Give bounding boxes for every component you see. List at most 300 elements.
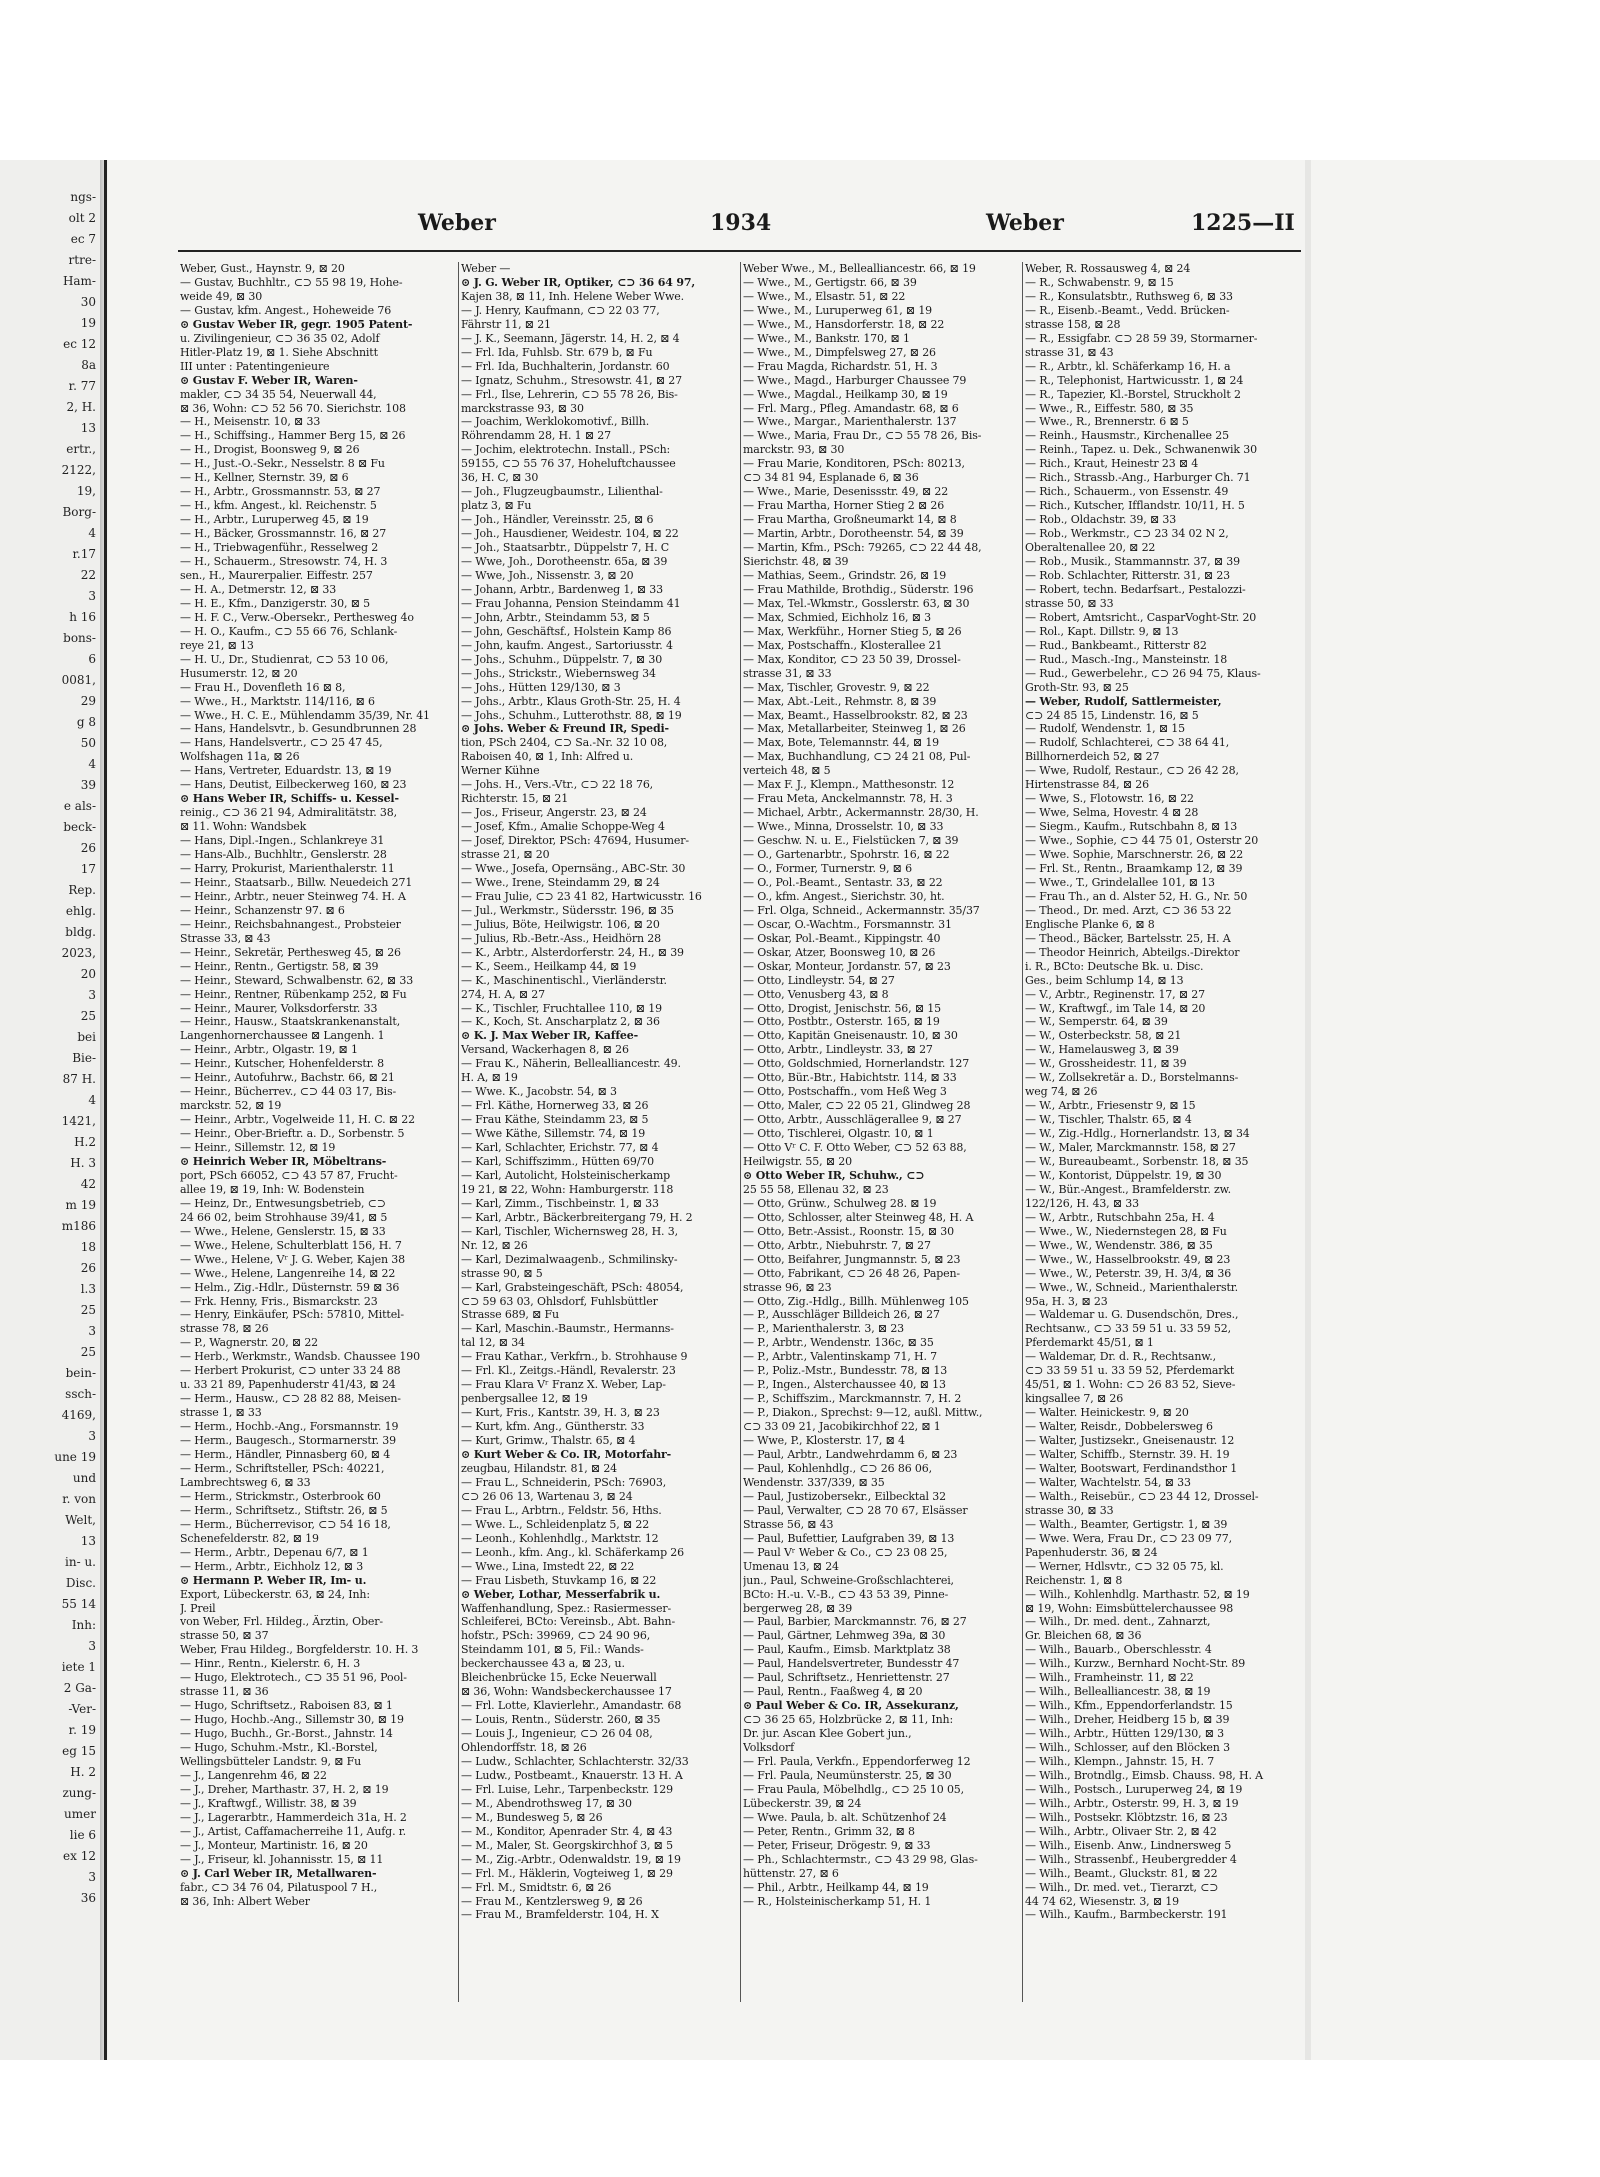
directory-entry: — Wwe., Maria, Frau Dr., ⊂⊃ 55 78 26, Bis- xyxy=(743,429,982,443)
directory-entry: — Otto, Arbtr., Ausschlägerallee 9, ⊠ 27 xyxy=(743,1113,962,1127)
previous-page-text-fragment: 0081, xyxy=(61,673,96,687)
directory-entry: — John, kaufm. Angest., Sartoriusstr. 4 xyxy=(461,638,673,652)
directory-entry: Umenau 13, ⊠ 24 xyxy=(743,1559,839,1573)
directory-entry: — Otto Vʳ C. F. Otto Weber, ⊂⊃ 52 63 88, xyxy=(743,1141,967,1155)
previous-page-text-fragment: zung- xyxy=(62,1786,96,1800)
directory-entry: reye 21, ⊠ 13 xyxy=(180,638,254,652)
directory-entry: — Karl, Zimm., Tischbeinstr. 1, ⊠ 33 xyxy=(461,1196,659,1210)
directory-entry: — Wilh., Kurzw., Bernhard Nocht-Str. 89 xyxy=(1025,1657,1246,1671)
directory-entry: strasse 21, ⊠ 20 xyxy=(461,848,550,862)
directory-entry: — H., Bäcker, Grossmannstr. 16, ⊠ 27 xyxy=(180,527,387,541)
directory-entry: von Weber, Frl. Hildeg., Ärztin, Ober- xyxy=(180,1615,383,1629)
directory-entry: — W., Tischler, Thalstr. 65, ⊠ 4 xyxy=(1025,1113,1192,1127)
previous-page-text-fragment: 8a xyxy=(81,358,96,372)
directory-entry: — Siegm., Kaufm., Rutschbahn 8, ⊠ 13 xyxy=(1025,820,1238,834)
directory-entry: — M., Maler, St. Georgskirchhof 3, ⊠ 5 xyxy=(461,1838,673,1852)
directory-entry: — Johs., Schuhm., Lutterothstr. 88, ⊠ 19 xyxy=(461,708,682,722)
previous-page-text-fragment: 4 xyxy=(88,526,96,540)
directory-entry: — Wwe., Sophie, ⊂⊃ 44 75 01, Osterstr 20 xyxy=(1025,834,1259,848)
directory-entry: ⊙ Kurt Weber & Co. IR, Motorfahr- xyxy=(461,1448,672,1462)
running-head-right: Weber xyxy=(986,210,1064,236)
directory-entry: — Wwe., Marie, Desenissstr. 49, ⊠ 22 xyxy=(743,485,949,499)
page-right-edge xyxy=(1305,160,1311,2060)
directory-entry: — John, Geschäftsf., Holstein Kamp 86 xyxy=(461,624,672,638)
directory-entry: — Wwe., W., Hasselbrookstr. 49, ⊠ 23 xyxy=(1025,1252,1231,1266)
directory-entry: Rechtsanw., ⊂⊃ 33 59 51 u. 33 59 52, xyxy=(1025,1322,1231,1336)
directory-entry: — J. K., Seemann, Jägerstr. 14, H. 2, ⊠ 4 xyxy=(461,331,680,345)
directory-entry: — Johs., Arbtr., Klaus Groth-Str. 25, H. 4 xyxy=(461,694,681,708)
directory-entry: Waffenhandlung, Spez.: Rasiermesser- xyxy=(461,1601,672,1615)
directory-entry: — Frau L., Schneiderin, PSch: 76903, xyxy=(461,1475,667,1489)
directory-entry: Ges., beim Schlump 14, ⊠ 13 xyxy=(1025,973,1184,987)
directory-entry: ⊠ 36, Inh: Albert Weber xyxy=(180,1894,310,1908)
directory-entry: allee 19, ⊠ 19, Inh: W. Bodenstein xyxy=(180,1182,365,1196)
directory-column-3 xyxy=(743,262,1019,2012)
directory-entry: — Hugo, Schriftsetz., Raboisen 83, ⊠ 1 xyxy=(180,1699,393,1713)
directory-entry: J. Preil xyxy=(180,1601,216,1615)
directory-entry: — Frl. M., Häklerin, Vogteiweg 1, ⊠ 29 xyxy=(461,1866,673,1880)
directory-entry: — Oskar, Atzer, Boonsweg 10, ⊠ 26 xyxy=(743,945,936,959)
directory-entry: — Karl, Autolicht, Holsteinischerkamp xyxy=(461,1168,671,1182)
directory-entry: — Ph., Schlachtermstr., ⊂⊃ 43 29 98, Glas- xyxy=(743,1852,978,1866)
directory-entry: — Wwe., W., Schneid., Marienthalerstr. xyxy=(1025,1280,1238,1294)
directory-entry: — Rich., Schauerm., von Essenstr. 49 xyxy=(1025,485,1229,499)
directory-entry: ⊙ Weber, Lothar, Messerfabrik u. xyxy=(461,1587,661,1601)
previous-page-text-fragment: h 16 xyxy=(69,610,96,624)
directory-entry: — Walter, Bootswart, Ferdinandsthor 1 xyxy=(1025,1461,1238,1475)
column-divider xyxy=(1022,262,1023,2002)
directory-entry: — Hugo, Hochb.-Ang., Sillemstr 30, ⊠ 19 xyxy=(180,1713,404,1727)
directory-entry: — Wwe., R., Eiffestr. 580, ⊠ 35 xyxy=(1025,401,1194,415)
previous-page-text-fragment: 25 xyxy=(80,1303,96,1317)
directory-entry: — Otto, Venusberg 43, ⊠ 8 xyxy=(743,987,889,1001)
directory-entry: — Wwe., Helene, Genslerstr. 15, ⊠ 33 xyxy=(180,1224,386,1238)
directory-entry: — J., Friseur, kl. Johannisstr. 15, ⊠ 11 xyxy=(180,1852,384,1866)
directory-entry: — Frau L., Arbtrn., Feldstr. 56, Hths. xyxy=(461,1503,662,1517)
directory-entry: — W., Maler, Marckmannstr. 158, ⊠ 27 xyxy=(1025,1141,1236,1155)
directory-entry: strasse 78, ⊠ 26 xyxy=(180,1322,269,1336)
directory-entry: — Wilh., Kohlenhdlg. Marthastr. 52, ⊠ 19 xyxy=(1025,1587,1250,1601)
previous-page-text-fragment: H. 2 xyxy=(70,1765,96,1779)
previous-page-text-fragment: 3 xyxy=(88,1324,96,1338)
directory-entry: — V., Arbtr., Reginenstr. 17, ⊠ 27 xyxy=(1025,987,1205,1001)
directory-entry: — Wwe., M., Luruperweg 61, ⊠ 19 xyxy=(743,303,933,317)
directory-entry: — Herm., Strickmstr., Osterbrook 60 xyxy=(180,1489,381,1503)
directory-entry: — Frl. Lotte, Klavierlehr., Amandastr. 68 xyxy=(461,1699,682,1713)
directory-entry: ⊂⊃ 36 25 65, Holzbrücke 2, ⊠ 11, Inh: xyxy=(743,1713,954,1727)
previous-page-text-fragment: ec 7 xyxy=(70,232,96,246)
directory-entry: ⊙ J. G. Weber IR, Optiker, ⊂⊃ 36 64 97, xyxy=(461,275,696,289)
directory-entry: — P., Ausschläger Billdeich 26, ⊠ 27 xyxy=(743,1308,940,1322)
previous-page-text-fragment: bein- xyxy=(65,1366,96,1380)
directory-entry: — Wwe, Joh., Nissenstr. 3, ⊠ 20 xyxy=(461,568,634,582)
directory-entry: — Wwe., Magd., Harburger Chaussee 79 xyxy=(743,373,967,387)
previous-page-text-fragment: 29 xyxy=(80,694,96,708)
directory-entry: — Max, Tischler, Grovestr. 9, ⊠ 22 xyxy=(743,680,930,694)
directory-entry: — Wwe. Paula, b. alt. Schützenhof 24 xyxy=(743,1810,947,1824)
directory-entry: Weber — xyxy=(461,262,511,275)
directory-entry: Billhornerdeich 52, ⊠ 27 xyxy=(1025,750,1160,764)
directory-entry: 25 55 58, Ellenau 32, ⊠ 23 xyxy=(743,1182,889,1196)
directory-entry: — Wwe., Margar., Marienthalerstr. 137 xyxy=(743,415,957,429)
directory-entry: strasse 31, ⊠ 33 xyxy=(743,666,832,680)
directory-entry: — Frl. Kl., Zeitgs.-Händl, Revalerstr. 23 xyxy=(461,1364,676,1378)
directory-entry: — Otto, Lindleystr. 54, ⊠ 27 xyxy=(743,973,895,987)
directory-entry: Papenhuderstr. 36, ⊠ 24 xyxy=(1025,1545,1158,1559)
directory-entry: — Rudolf, Schlachterei, ⊂⊃ 38 64 41, xyxy=(1025,736,1230,750)
header-rule xyxy=(178,250,1301,252)
previous-page-text-fragment: r. 77 xyxy=(68,379,96,393)
directory-entry: — M., Bundesweg 5, ⊠ 26 xyxy=(461,1810,603,1824)
directory-entry: Sierichstr. 48, ⊠ 39 xyxy=(743,555,849,569)
directory-entry: — K., Seem., Heilkamp 44, ⊠ 19 xyxy=(461,959,637,973)
directory-entry: — H. U., Dr., Studienrat, ⊂⊃ 53 10 06, xyxy=(180,652,389,666)
directory-entry: — Wilh., Arbtr., Olivaer Str. 2, ⊠ 42 xyxy=(1025,1824,1217,1838)
directory-entry: jun., Paul, Schweine-Großschlachterei, xyxy=(743,1573,954,1587)
directory-entry: ⊙ Hans Weber IR, Schiffs- u. Kessel- xyxy=(180,792,399,806)
directory-entry: — Frl. Luise, Lehr., Tarpenbeckstr. 129 xyxy=(461,1782,673,1796)
directory-entry: i. R., BCto: Deutsche Bk. u. Disc. xyxy=(1025,959,1204,973)
directory-entry: — J. Henry, Kaufmann, ⊂⊃ 22 03 77, xyxy=(461,303,660,317)
directory-entry: — Phil., Arbtr., Heilkamp 44, ⊠ 19 xyxy=(743,1880,929,1894)
directory-entry: Werner Kühne xyxy=(461,764,540,778)
directory-entry: ⊙ Otto Weber IR, Schuhw., ⊂⊃ xyxy=(743,1168,925,1182)
directory-entry: u. Zivilingenieur, ⊂⊃ 36 35 02, Adolf xyxy=(180,331,380,345)
directory-entry: — Rob., Musik., Stammannstr. 37, ⊠ 39 xyxy=(1025,555,1240,569)
directory-entry: — Karl, Dezimalwaagenb., Schmilinsky- xyxy=(461,1252,678,1266)
directory-entry: — Paul, Verwalter, ⊂⊃ 28 70 67, Elsässer xyxy=(743,1503,968,1517)
directory-entry: — Paul, Rentn., Faaßweg 4, ⊠ 20 xyxy=(743,1685,923,1699)
directory-entry: — Frl. M., Smidtstr. 6, ⊠ 26 xyxy=(461,1880,612,1894)
directory-entry: — Frl. Ida, Fuhlsb. Str. 679 b, ⊠ Fu xyxy=(461,345,653,359)
directory-entry: Strasse 56, ⊠ 43 xyxy=(743,1517,834,1531)
directory-entry: — Frau Johanna, Pension Steindamm 41 xyxy=(461,596,681,610)
directory-entry: — M., Abendrothsweg 17, ⊠ 30 xyxy=(461,1796,632,1810)
directory-entry: — Paul, Gärtner, Lehmweg 39a, ⊠ 30 xyxy=(743,1629,946,1643)
directory-entry: — Heinr., Arbtr., Olgastr. 19, ⊠ 1 xyxy=(180,1043,358,1057)
directory-entry: — Heinr., Hausw., Staatskrankenanstalt, xyxy=(180,1015,401,1029)
directory-entry: — Theodor Heinrich, Abteilgs.-Direktor xyxy=(1025,945,1240,959)
directory-entry: Steindamm 101, ⊠ 5, Fil.: Wands- xyxy=(461,1643,644,1657)
directory-entry: — Wilh., Arbtr., Osterstr. 99, H. 3, ⊠ 19 xyxy=(1025,1796,1239,1810)
directory-entry: — Heinr., Kutscher, Hohenfelderstr. 8 xyxy=(180,1057,385,1071)
directory-entry: Englische Planke 6, ⊠ 8 xyxy=(1025,917,1155,931)
previous-page-edge xyxy=(0,160,100,2060)
directory-entry: — Otto, Postbtr., Osterstr. 165, ⊠ 19 xyxy=(743,1015,940,1029)
directory-entry: — Herb., Werkmstr., Wandsb. Chaussee 190 xyxy=(180,1350,420,1364)
directory-entry: — Jos., Friseur, Angerstr. 23, ⊠ 24 xyxy=(461,806,647,820)
directory-entry: — Oskar, Monteur, Jordanstr. 57, ⊠ 23 xyxy=(743,959,951,973)
directory-entry: marckstr. 93, ⊠ 30 xyxy=(743,443,845,457)
directory-entry: — W., Bureaubeamt., Sorbenstr. 18, ⊠ 35 xyxy=(1025,1155,1249,1168)
directory-entry: — Frau Lisbeth, Stuvkamp 16, ⊠ 22 xyxy=(461,1573,657,1587)
directory-entry: — Max, Konditor, ⊂⊃ 23 50 39, Drossel- xyxy=(743,652,961,666)
directory-entry: — Julius, Rb.-Betr.-Ass., Heidhörn 28 xyxy=(461,931,661,945)
directory-entry: bergerweg 28, ⊠ 39 xyxy=(743,1601,853,1615)
directory-entry: — Herm., Hausw., ⊂⊃ 28 82 88, Meisen- xyxy=(180,1392,401,1406)
directory-entry: — Hans, Vertreter, Eduardstr. 13, ⊠ 19 xyxy=(180,764,392,778)
directory-entry: — H., kfm. Angest., kl. Reichenstr. 5 xyxy=(180,499,377,513)
directory-entry: Hirtenstrasse 84, ⊠ 26 xyxy=(1025,778,1149,792)
directory-entry: — Max, Tel.-Wkmstr., Gosslerstr. 63, ⊠ 30 xyxy=(743,596,970,610)
directory-entry: — Frl., Ilse, Lehrerin, ⊂⊃ 55 78 26, Bis- xyxy=(461,387,678,401)
directory-entry: — Peter, Friseur, Drögestr. 9, ⊠ 33 xyxy=(743,1838,931,1852)
directory-entry: — Heinr., Schanzenstr 97. ⊠ 6 xyxy=(180,903,345,917)
directory-entry: reinig., ⊂⊃ 36 21 94, Admiralitätstr. 38, xyxy=(180,806,397,820)
previous-page-text-fragment: 4169, xyxy=(61,1408,96,1422)
previous-page-text-fragment: 2023, xyxy=(61,946,96,960)
directory-entry: — R., Tapezier, Kl.-Borstel, Struckholt 2 xyxy=(1025,387,1241,401)
directory-entry: — Robert, techn. Bedarfsart., Pestalozzi- xyxy=(1025,582,1246,596)
directory-entry: ⊙ K. J. Max Weber IR, Kaffee- xyxy=(461,1029,639,1043)
directory-entry: — Oskar, Pol.-Beamt., Kippingstr. 40 xyxy=(743,931,941,945)
directory-entry: Hitler-Platz 19, ⊠ 1. Siehe Abschnitt xyxy=(180,345,378,359)
directory-entry: — Wwe., M., Gertigstr. 66, ⊠ 39 xyxy=(743,275,917,289)
directory-entry: strasse 50, ⊠ 33 xyxy=(1025,596,1114,610)
previous-page-text-fragment: bei xyxy=(77,1030,96,1044)
directory-entry: — Oscar, O.-Wachtm., Forsmannstr. 31 xyxy=(743,917,952,931)
directory-entry: Strasse 689, ⊠ Fu xyxy=(461,1308,559,1322)
previous-page-text-fragment: in- u. xyxy=(65,1555,96,1569)
previous-page-text-fragment: ec 12 xyxy=(63,337,96,351)
directory-entry: 19 21, ⊠ 22, Wohn: Hamburgerstr. 118 xyxy=(461,1182,674,1196)
directory-entry: — Frau Käthe, Steindamm 23, ⊠ 5 xyxy=(461,1113,649,1127)
directory-entry: Bleichenbrücke 15, Ecke Neuerwall xyxy=(461,1671,657,1685)
directory-entry: — Frau Klara Vʳ Franz X. Weber, Lap- xyxy=(461,1378,666,1392)
directory-entry: — Wilh., Arbtr., Hütten 129/130, ⊠ 3 xyxy=(1025,1727,1225,1741)
directory-entry: Export, Lübeckerstr. 63, ⊠ 24, Inh: xyxy=(180,1587,370,1601)
directory-entry: — Heinr., Arbtr., Vogelweide 11, H. C. ⊠ 22 xyxy=(180,1113,415,1127)
directory-entry: — Kurt, Grimw., Thalstr. 65, ⊠ 4 xyxy=(461,1434,636,1448)
directory-entry: — Otto, Schlosser, alter Steinweg 48, H. A xyxy=(743,1210,974,1224)
directory-entry: — Otto, Kapitän Gneisenaustr. 10, ⊠ 30 xyxy=(743,1029,958,1043)
previous-page-text-fragment: 42 xyxy=(80,1177,96,1191)
directory-entry: — W., Arbtr., Rutschbahn 25a, H. 4 xyxy=(1025,1210,1215,1224)
directory-entry: — Hans, Deutist, Eilbeckerweg 160, ⊠ 23 xyxy=(180,778,407,792)
directory-entry: — Reinh., Hausmstr., Kirchenallee 25 xyxy=(1025,429,1229,443)
directory-entry: tion, PSch 2404, ⊂⊃ Sa.-Nr. 32 10 08, xyxy=(461,736,668,750)
directory-entry: Volksdorf xyxy=(743,1741,795,1755)
previous-page-text-fragment: r. von xyxy=(62,1492,96,1506)
directory-entry: — Wwe., M., Bankstr. 170, ⊠ 1 xyxy=(743,331,910,345)
directory-entry: 274, H. A, ⊠ 27 xyxy=(461,987,545,1001)
directory-entry: — Otto, Drogist, Jenischstr. 56, ⊠ 15 xyxy=(743,1001,941,1015)
directory-entry: — J., Monteur, Martinistr. 16, ⊠ 20 xyxy=(180,1838,368,1852)
previous-page-text-fragment: 13 xyxy=(80,1534,96,1548)
previous-page-text-fragment: -Ver- xyxy=(68,1702,96,1716)
directory-entry: — Peter, Rentn., Grimm 32, ⊠ 8 xyxy=(743,1824,915,1838)
previous-page-text-fragment: 19 xyxy=(80,316,96,330)
previous-page-text-fragment: 6 xyxy=(88,652,96,666)
directory-entry: — Frl. Marg., Pfleg. Amandastr. 68, ⊠ 6 xyxy=(743,401,959,415)
directory-entry: — Herm., Schriftsetz., Stiftstr. 26, ⊠ 5 xyxy=(180,1503,388,1517)
directory-entry: strasse 96, ⊠ 23 xyxy=(743,1280,832,1294)
directory-entry: — J., Dreher, Marthastr. 37, H. 2, ⊠ 19 xyxy=(180,1782,389,1796)
directory-entry: — Martin, Kfm., PSch: 79265, ⊂⊃ 22 44 48, xyxy=(743,541,982,555)
directory-entry: — Louis, Rentn., Süderstr. 260, ⊠ 35 xyxy=(461,1713,661,1727)
directory-entry: — Joh., Flugzeugbaumstr., Lilienthal- xyxy=(461,485,663,499)
directory-entry: — Joh., Staatsarbtr., Düppelstr 7, H. C xyxy=(461,541,670,555)
directory-entry: verteich 48, ⊠ 5 xyxy=(743,764,831,778)
directory-entry: Weber, Gust., Haynstr. 9, ⊠ 20 xyxy=(180,262,345,275)
directory-entry: Raboisen 40, ⊠ 1, Inh: Alfred u. xyxy=(461,750,634,764)
directory-entry: — Harry, Prokurist, Marienthalerstr. 11 xyxy=(180,861,395,875)
previous-page-text-fragment: 26 xyxy=(80,841,96,855)
previous-page-text-fragment: 87 H. xyxy=(62,1072,96,1086)
previous-page-text-fragment: 20 xyxy=(80,967,96,981)
directory-entry: — Wilh., Kaufm., Barmbeckerstr. 191 xyxy=(1025,1908,1228,1922)
directory-entry: tal 12, ⊠ 34 xyxy=(461,1336,525,1350)
directory-entry: ⊂⊃ 59 63 03, Ohlsdorf, Fuhlsbüttler xyxy=(461,1294,658,1308)
directory-entry: — Otto, Grünw., Schulweg 28. ⊠ 19 xyxy=(743,1196,937,1210)
previous-page-text-fragment: 26 xyxy=(80,1261,96,1275)
directory-entry: — Max, Werkführ., Horner Stieg 5, ⊠ 26 xyxy=(743,624,962,638)
directory-entry: Strasse 33, ⊠ 43 xyxy=(180,931,271,945)
directory-entry: — Theod., Bäcker, Bartelsstr. 25, H. A xyxy=(1025,931,1231,945)
directory-entry: — Johs. H., Vers.-Vtr., ⊂⊃ 22 18 76, xyxy=(461,778,654,792)
directory-entry: — W., Arbtr., Friesenstr 9, ⊠ 15 xyxy=(1025,1099,1196,1113)
previous-page-text-fragment: bons- xyxy=(63,631,96,645)
directory-entry: — P., Diakon., Sprechst: 9—12, außl. Mittw., xyxy=(743,1406,983,1420)
directory-entry: weide 49, ⊠ 30 xyxy=(180,289,263,303)
directory-entry: Wendenstr. 337/339, ⊠ 35 xyxy=(743,1475,885,1489)
directory-entry: — Heinr., Sillemstr. 12, ⊠ 19 xyxy=(180,1141,336,1155)
directory-entry: — Hinr., Rentn., Kielerstr. 6, H. 3 xyxy=(180,1657,361,1671)
directory-entry: — Wwe, Selma, Hovestr. 4 ⊠ 28 xyxy=(1025,806,1199,820)
directory-entry: — Herm., Schriftsteller, PSch: 40221, xyxy=(180,1461,385,1475)
directory-entry: — O., kfm. Angest., Sierichstr. 30, ht. xyxy=(743,889,945,903)
directory-entry: — H., Triebwagenführ., Resselweg 2 xyxy=(180,541,379,555)
directory-entry: — Wwe, Rudolf, Restaur., ⊂⊃ 26 42 28, xyxy=(1025,764,1239,778)
directory-entry: — Gustav, kfm. Angest., Hoheweide 76 xyxy=(180,303,392,317)
directory-entry: — H. A., Detmerstr. 12, ⊠ 33 xyxy=(180,582,337,596)
previous-page-text-fragment: 2, H. xyxy=(66,400,96,414)
directory-entry: Ohlendorffstr. 18, ⊠ 26 xyxy=(461,1741,587,1755)
previous-page-text-fragment: 50 xyxy=(80,736,96,750)
directory-entry: — Frau K., Näherin, Bellealliancestr. 49. xyxy=(461,1057,681,1071)
directory-entry: Heilwigstr. 55, ⊠ 20 xyxy=(743,1155,852,1168)
previous-page-text-fragment: 17 xyxy=(80,862,96,876)
directory-entry: — W., Osterbeckstr. 58, ⊠ 21 xyxy=(1025,1029,1182,1043)
directory-entry: — Rol., Kapt. Dillstr. 9, ⊠ 13 xyxy=(1025,624,1179,638)
directory-entry: — Wilh., Strassenbf., Heubergredder 4 xyxy=(1025,1852,1237,1866)
directory-entry: ⊙ Heinrich Weber IR, Möbeltrans- xyxy=(180,1155,387,1168)
directory-entry: — Wilh., Postsekr. Klöbtzstr. 16, ⊠ 23 xyxy=(1025,1810,1228,1824)
directory-entry: — Hans, Dipl.-Ingen., Schlankreye 31 xyxy=(180,834,385,848)
directory-entry: — Otto, Fabrikant, ⊂⊃ 26 48 26, Papen- xyxy=(743,1266,960,1280)
directory-entry: — Michael, Arbtr., Ackermannstr. 28/30, H. xyxy=(743,806,979,820)
directory-entry: — Paul, Schriftsetz., Henriettenstr. 27 xyxy=(743,1671,950,1685)
previous-page-text-fragment: 1421, xyxy=(61,1114,96,1128)
directory-entry: — Ignatz, Schuhm., Stresowstr. 41, ⊠ 27 xyxy=(461,373,682,387)
directory-entry: penbergsallee 12, ⊠ 19 xyxy=(461,1392,588,1406)
previous-page-text-fragment: 4 xyxy=(88,1093,96,1107)
previous-page-text-fragment: 3 xyxy=(88,1639,96,1653)
directory-entry: — Wwe., H. C. E., Mühlendamm 35/39, Nr. 41 xyxy=(180,708,430,722)
directory-entry: — Hans-Alb., Buchhltr., Genslerstr. 28 xyxy=(180,848,387,862)
directory-entry: — Herm., Bücherrevisor, ⊂⊃ 54 16 18, xyxy=(180,1517,391,1531)
previous-page-text-fragment: 22 xyxy=(80,568,96,582)
directory-entry: Oberaltenallee 20, ⊠ 22 xyxy=(1025,541,1156,555)
directory-entry: — Wwe, Joh., Dorotheenstr. 65a, ⊠ 39 xyxy=(461,555,668,569)
directory-entry: — P., Schiffszim., Marckmannstr. 7, H. 2 xyxy=(743,1392,962,1406)
directory-entry: — H. F. C., Verw.-Obersekr., Perthesweg 4o xyxy=(180,610,414,624)
directory-entry: makler, ⊂⊃ 34 35 54, Neuerwall 44, xyxy=(180,387,377,401)
directory-entry: ⊠ 11. Wohn: Wandsbek xyxy=(180,820,307,834)
directory-entry: — Paul, Kaufm., Eimsb. Marktplatz 38 xyxy=(743,1643,951,1657)
directory-entry: — Johs., Hütten 129/130, ⊠ 3 xyxy=(461,680,621,694)
directory-entry: — Rud., Masch.-Ing., Mansteinstr. 18 xyxy=(1025,652,1228,666)
directory-entry: — Martin, Arbtr., Dorotheenstr. 54, ⊠ 39 xyxy=(743,527,964,541)
directory-entry: — Wilh., Postsch., Luruperweg 24, ⊠ 19 xyxy=(1025,1782,1243,1796)
directory-entry: — Heinr., Arbtr., neuer Steinweg 74. H. A xyxy=(180,889,406,903)
directory-entry: — H., Just.-O.-Sekr., Nesselstr. 8 ⊠ Fu xyxy=(180,457,385,471)
directory-entry: — Heinz, Dr., Entwesungsbetrieb, ⊂⊃ xyxy=(180,1196,386,1210)
directory-entry: — H. E., Kfm., Danzigerstr. 30, ⊠ 5 xyxy=(180,596,370,610)
directory-entry: — Herm., Arbtr., Depenau 6/7, ⊠ 1 xyxy=(180,1545,369,1559)
directory-entry: — Karl, Maschin.-Baumstr., Hermanns- xyxy=(461,1322,674,1336)
directory-entry: — H., Schiffsing., Hammer Berg 15, ⊠ 26 xyxy=(180,429,406,443)
directory-entry: — Otto, Goldschmied, Hornerlandstr. 127 xyxy=(743,1057,970,1071)
directory-entry: — Walter. Heinickestr. 9, ⊠ 20 xyxy=(1025,1406,1189,1420)
previous-page-text-fragment: g 8 xyxy=(76,715,96,729)
directory-entry: — Karl, Grabsteingeschäft, PSch: 48054, xyxy=(461,1280,684,1294)
directory-entry: — Wwe., Minna, Drosselstr. 10, ⊠ 33 xyxy=(743,820,944,834)
column-divider xyxy=(458,262,459,2002)
directory-entry: Weber, Frau Hildeg., Borgfelderstr. 10. H. 3 xyxy=(180,1643,419,1657)
directory-entry: — Kurt, kfm. Ang., Güntherstr. 33 xyxy=(461,1420,645,1434)
directory-entry: — Otto, Beifahrer, Jungmannstr. 5, ⊠ 23 xyxy=(743,1252,961,1266)
directory-entry: Versand, Wackerhagen 8, ⊠ 26 xyxy=(461,1043,629,1057)
directory-entry: — Wwe., W., Peterstr. 39, H. 3/4, ⊠ 36 xyxy=(1025,1266,1232,1280)
directory-entry: ⊙ Hermann P. Weber IR, Im- u. xyxy=(180,1573,367,1587)
directory-entry: — Max, Metallarbeiter, Steinweg 1, ⊠ 26 xyxy=(743,722,966,736)
previous-page-text-fragment: ngs- xyxy=(70,190,96,204)
directory-entry: — Heinr., Maurer, Volksdorferstr. 33 xyxy=(180,1001,378,1015)
directory-entry: — H., Arbtr., Luruperweg 45, ⊠ 19 xyxy=(180,513,369,527)
previous-page-text-fragment: 36 xyxy=(80,1891,96,1905)
directory-entry: — Wwe., M., Hansdorferstr. 18, ⊠ 22 xyxy=(743,317,945,331)
directory-entry: — Henry, Einkäufer, PSch: 57810, Mittel- xyxy=(180,1308,404,1322)
directory-entry: ⊙ J. Carl Weber IR, Metallwaren- xyxy=(180,1866,377,1880)
previous-page-text-fragment: Welt, xyxy=(65,1513,96,1527)
directory-entry: — Theod., Dr. med. Arzt, ⊂⊃ 36 53 22 xyxy=(1025,903,1232,917)
previous-page-text-fragment: ex 12 xyxy=(63,1849,96,1863)
directory-entry: — Hugo, Schuhm.-Mstr., Kl.-Borstel, xyxy=(180,1741,378,1755)
previous-page-text-fragment: Ham- xyxy=(62,274,96,288)
previous-page-text-fragment: ehlg. xyxy=(65,904,96,918)
directory-entry: — P., Arbtr., Wendenstr. 136c, ⊠ 35 xyxy=(743,1336,934,1350)
directory-entry: — Paul, Handelsvertreter, Bundesstr 47 xyxy=(743,1657,960,1671)
directory-entry: Richterstr. 15, ⊠ 21 xyxy=(461,792,569,806)
previous-page-text-fragment: ssch- xyxy=(65,1387,96,1401)
previous-page-text-fragment: 13 xyxy=(80,421,96,435)
directory-entry: — R., Konsulatsbtr., Ruthsweg 6, ⊠ 33 xyxy=(1025,289,1233,303)
directory-entry: 45/51, ⊠ 1. Wohn: ⊂⊃ 26 83 52, Sieve- xyxy=(1025,1378,1236,1392)
directory-entry: — Paul, Justizobersekr., Eilbecktal 32 xyxy=(743,1489,946,1503)
previous-page-text-fragment: 4 xyxy=(88,757,96,771)
previous-page-text-fragment: 3 xyxy=(88,988,96,1002)
directory-entry: BCto: H.-u. V.-B., ⊂⊃ 43 53 39, Pinne- xyxy=(743,1587,949,1601)
directory-entry: — Rob. Schlachter, Ritterstr. 31, ⊠ 23 xyxy=(1025,568,1231,582)
directory-entry: strasse 90, ⊠ 5 xyxy=(461,1266,543,1280)
directory-entry: — Rich., Kutscher, Ifflandstr. 10/11, H. 5 xyxy=(1025,499,1245,513)
directory-entry: Kajen 38, ⊠ 11, Inh. Helene Weber Wwe. xyxy=(461,289,684,303)
running-head-left: Weber xyxy=(418,210,496,236)
directory-entry: kingsallee 7, ⊠ 26 xyxy=(1025,1392,1124,1406)
directory-entry: — Wwe, S., Flotowstr. 16, ⊠ 22 xyxy=(1025,792,1194,806)
directory-entry: — Max F. J., Klempn., Matthesonstr. 12 xyxy=(743,778,955,792)
